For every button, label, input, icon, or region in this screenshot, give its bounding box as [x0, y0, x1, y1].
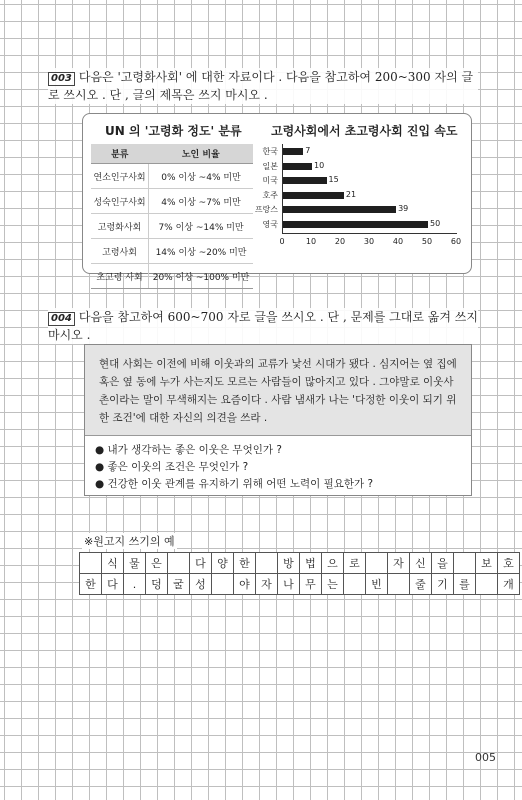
manuscript-cell: 식 — [101, 552, 124, 574]
passage-line: 현대 사회는 이전에 비해 이웃과의 교류가 낯선 시대가 됐다 . 심지어는 옆 집에 — [99, 358, 457, 370]
data-label: 15 — [328, 175, 339, 184]
manuscript-cell: 보 — [475, 552, 498, 574]
manuscript-cell: 기 — [431, 573, 454, 595]
manuscript-row — [80, 553, 520, 574]
manuscript-cell: 자 — [387, 552, 410, 574]
chart-title: 고령사회에서 초고령사회 진입 속도 — [271, 124, 458, 138]
manuscript-cell: 빈 — [365, 573, 388, 595]
prompt-passage — [85, 345, 471, 436]
passage-line: 한 조건'에 대한 자신의 의견을 쓰라 . — [99, 412, 268, 424]
manuscript-cell — [343, 573, 366, 595]
x-tick-label: 40 — [392, 237, 404, 246]
manuscript-cell: 덩 — [145, 573, 168, 595]
manuscript-grid — [80, 553, 520, 595]
manuscript-cell — [79, 552, 102, 574]
data-label: 50 — [430, 218, 441, 228]
list-item: ● 건강한 이웃 관계를 유지하기 위해 어떤 노력이 필요한가 ? — [95, 476, 471, 493]
x-axis — [282, 233, 457, 234]
y-tick-label: 영국 — [262, 219, 278, 229]
manuscript-cell: 은 — [145, 552, 168, 574]
table-cell: 초고령 사회 — [91, 264, 149, 289]
passage-line: 혹은 옆 동에 누가 사는지도 모르는 사람들이 많아지고 있다 . 그야말로 이웃사 — [99, 376, 454, 388]
table-row — [91, 214, 253, 239]
manuscript-cell: 한 — [79, 573, 102, 595]
manuscript-cell: 으 — [321, 552, 344, 574]
manuscript-cell: 를 — [453, 573, 476, 595]
question-text-line2: 로 쓰시오 . 단 , 글의 제목은 쓰지 마시오 . — [48, 88, 268, 102]
manuscript-cell: 다 — [101, 573, 124, 595]
bar — [283, 148, 303, 155]
table-cell: 고령사회 — [91, 239, 149, 264]
question-number: 004 — [48, 312, 75, 326]
question-text-line1: 다음을 참고하여 600~700 자로 글을 쓰시오 . 단 , 문제를 그대로 옮겨 쓰지 — [78, 310, 478, 324]
y-tick-label: 일본 — [262, 161, 278, 171]
manuscript-cell — [167, 552, 190, 574]
manuscript-cell: 는 — [321, 573, 344, 595]
data-panel — [82, 113, 472, 283]
table-cell: 14% 이상 ~20% 미만 — [149, 239, 253, 264]
question-text-line1: 다음은 '고령화사회' 에 대한 자료이다 . 다음을 참고하여 200~300 자의 글 — [78, 70, 474, 84]
bar — [283, 177, 327, 184]
guide-questions — [85, 442, 471, 493]
writing-example-label: ※원고지 쓰기의 예 — [84, 535, 175, 548]
manuscript-cell: 로 — [343, 552, 366, 574]
question-number: 003 — [48, 72, 75, 86]
manuscript-cell: 자 — [255, 573, 278, 595]
data-label: 39 — [398, 204, 409, 213]
manuscript-cell — [211, 573, 234, 595]
manuscript-cell: 방 — [277, 552, 300, 574]
manuscript-cell — [255, 552, 278, 574]
page-number: 005 — [475, 751, 496, 764]
table-cell: 20% 이상 ~100% 미만 — [149, 264, 253, 289]
table-cell: 4% 이상 ~7% 미만 — [149, 189, 253, 214]
manuscript-cell: 호 — [497, 552, 520, 574]
un-table-title: UN 의 '고령화 정도' 분류 — [105, 124, 242, 138]
passage-line: 촌이라는 말이 무색해지는 요즘이다 . 사람 냄새가 나는 '다정한 이웃이 되기 위 — [99, 394, 457, 406]
table-header: 분류 — [91, 144, 149, 164]
list-item: ● 좋은 이웃의 조건은 무엇인가 ? — [95, 459, 471, 476]
y-tick-label: 미국 — [262, 176, 278, 185]
table-row — [91, 189, 253, 214]
manuscript-cell: 다 — [189, 552, 212, 574]
x-tick-label: 50 — [421, 237, 433, 246]
data-label: 21 — [345, 189, 357, 199]
manuscript-cell: 신 — [409, 552, 432, 574]
manuscript-cell: 법 — [299, 552, 322, 574]
x-tick-label: 30 — [363, 237, 375, 246]
table-cell: 고령화사회 — [91, 214, 149, 239]
manuscript-cell: 나 — [277, 573, 300, 595]
x-tick-label: 60 — [450, 237, 462, 246]
data-label: 10 — [314, 160, 325, 170]
question-004 — [48, 308, 478, 344]
bar — [283, 206, 396, 213]
manuscript-cell — [365, 552, 388, 574]
manuscript-cell: 굴 — [167, 573, 190, 595]
manuscript-cell: 무 — [299, 573, 322, 595]
manuscript-cell — [387, 573, 410, 595]
manuscript-cell: 한 — [233, 552, 256, 574]
manuscript-cell — [453, 552, 476, 574]
manuscript-row — [80, 574, 520, 595]
manuscript-cell: 물 — [123, 552, 146, 574]
table-cell: 7% 이상 ~14% 미만 — [149, 214, 253, 239]
x-tick-label: 0 — [279, 237, 285, 246]
table-row — [91, 239, 253, 264]
question-003 — [48, 68, 478, 104]
table-cell: 연소인구사회 — [91, 164, 149, 189]
bar — [283, 221, 428, 228]
manuscript-cell: 을 — [431, 552, 454, 574]
table-cell: 성숙인구사회 — [91, 189, 149, 214]
manuscript-cell: 개 — [497, 573, 520, 595]
table-row — [91, 164, 253, 189]
y-tick-label: 한국 — [262, 147, 278, 156]
prompt-box — [84, 344, 472, 496]
data-label: 7 — [305, 146, 311, 155]
table-cell: 0% 이상 ~4% 미만 — [149, 164, 253, 189]
manuscript-cell: . — [123, 573, 146, 595]
x-tick-label: 20 — [334, 237, 346, 246]
manuscript-cell: 양 — [211, 552, 234, 574]
x-tick-label: 10 — [305, 237, 317, 246]
un-classification-table — [91, 144, 253, 289]
y-tick-label: 프랑스 — [254, 205, 278, 214]
bar — [283, 163, 312, 170]
table-header: 노인 비율 — [149, 144, 253, 164]
manuscript-cell — [475, 573, 498, 595]
y-tick-label: 호주 — [262, 190, 278, 200]
table-row — [91, 264, 253, 289]
manuscript-cell: 야 — [233, 573, 256, 595]
list-item: ● 내가 생각하는 좋은 이웃은 무엇인가 ? — [95, 442, 471, 459]
question-text-line2: 마시오 . — [48, 328, 91, 342]
manuscript-cell: 줄 — [409, 573, 432, 595]
manuscript-cell: 성 — [189, 573, 212, 595]
bar — [283, 192, 344, 199]
